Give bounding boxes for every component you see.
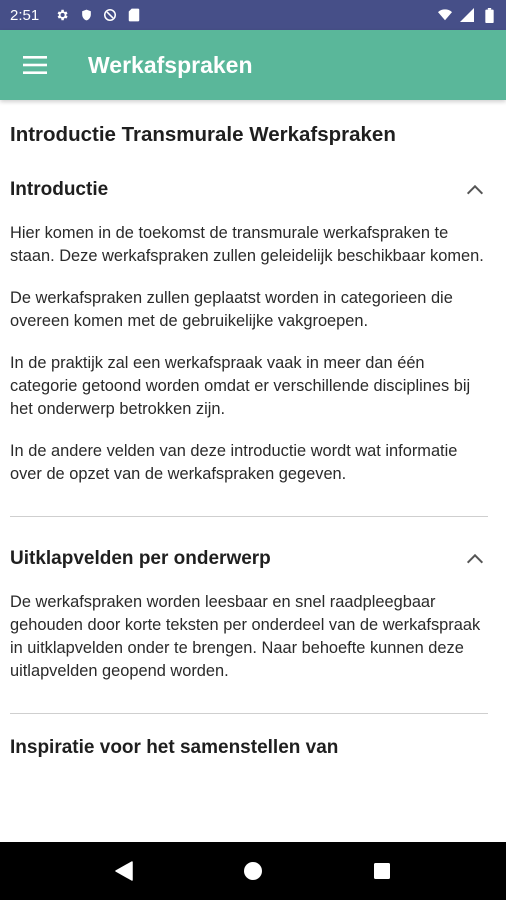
chevron-up-icon — [464, 179, 486, 201]
section-inspiratie — [10, 730, 488, 766]
paragraph: De werkafspraken worden leesbaar en snel raadpleegbaar gehouden door korte teksten per onderdeel van de werkafspraak in uitklapvelden onder te brengen. Naar behoefte kunnen deze uitlapvelden geopend worden. — [10, 593, 481, 680]
section-introductie — [10, 172, 488, 517]
section-title: Uitklapvelden per onderwerp — [10, 548, 271, 569]
section-header-introductie[interactable] — [10, 172, 488, 208]
signal-icon — [460, 8, 474, 22]
paragraph: De werkafspraken zullen geplaatst worden in categorieen die overeen komen met de gebruikelijke vakgroepen. — [10, 289, 453, 330]
recents-button[interactable] — [362, 851, 402, 891]
status-bar — [0, 0, 506, 30]
home-button[interactable] — [233, 851, 273, 891]
back-button[interactable] — [104, 851, 144, 891]
sd-card-icon — [127, 8, 141, 22]
hamburger-menu-icon — [23, 56, 47, 74]
paragraph: In de praktijk zal een werkafspraak vaak in meer dan één categorie getoond worden omdat er verschillende disciplines bij het onderwerp betrokken zijn. — [10, 354, 471, 418]
section-header-inspiratie[interactable] — [10, 730, 488, 766]
section-body — [10, 208, 488, 516]
data-saver-icon — [103, 8, 117, 22]
back-triangle-icon — [115, 861, 133, 881]
paragraph: Hier komen in de toekomst de transmurale werkafspraken te staan. Deze werkafspraken zullen geleidelijk beschikbaar komen. — [10, 224, 484, 265]
system-nav-bar — [0, 842, 506, 900]
content-scroll-area[interactable] — [0, 100, 506, 842]
app-title: Werkafspraken — [88, 51, 253, 78]
battery-icon — [482, 8, 496, 22]
shield-icon — [79, 8, 93, 22]
status-left — [10, 7, 141, 24]
section-title: Inspiratie voor het samenstellen van — [10, 737, 339, 758]
chevron-up-icon — [464, 548, 486, 570]
status-time: 2:51 — [10, 6, 40, 24]
section-body — [10, 577, 488, 713]
recents-square-icon — [373, 862, 391, 880]
page-title: Introductie Transmurale Werkafspraken — [10, 123, 396, 146]
home-circle-icon — [243, 861, 263, 881]
section-uitklapvelden — [10, 541, 488, 714]
status-right — [438, 8, 496, 22]
gear-icon — [55, 8, 69, 22]
section-header-uitklapvelden[interactable] — [10, 541, 488, 577]
wifi-icon — [438, 8, 452, 22]
app-bar — [0, 30, 506, 100]
menu-button[interactable] — [0, 30, 70, 100]
section-title: Introductie — [10, 179, 109, 200]
paragraph: In de andere velden van deze introductie wordt wat informatie over de opzet van de werkafspraken gegeven. — [10, 442, 458, 483]
